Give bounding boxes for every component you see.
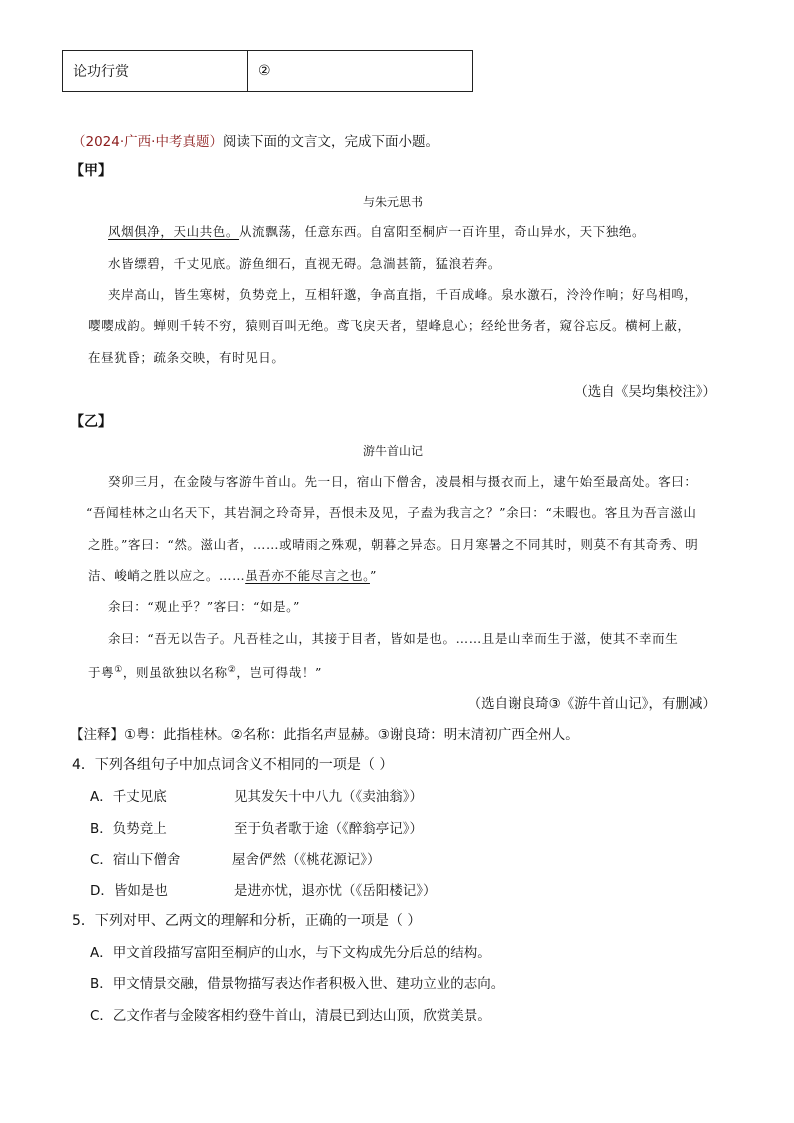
passage-title-yi: 游牛首山记 xyxy=(363,444,424,458)
question-4-stem: 4．下列各组句子中加点词含义不相同的一项是（ ） xyxy=(72,757,394,773)
yi-line-7-c: ，岂可得哉！” xyxy=(236,665,322,681)
q4-option-b-left: B．负势竞上 xyxy=(90,821,167,837)
underlined-sentence: 虽吾亦不能尽言之也。 xyxy=(245,568,370,583)
question-source xyxy=(72,130,439,150)
jia-line-3: 夹岸高山，皆生寒树，负势竞上，互相轩邈，争高直指，千百成峰。泉水激石，泠泠作响；好鸟相鸣， xyxy=(108,287,698,302)
yi-line-4-post: ” xyxy=(369,568,377,583)
jia-source: （选自《吴均集校注》） xyxy=(574,384,716,400)
yi-line-6: 余曰：“吾无以告子。凡吾桂之山，其接于目者，皆如是也。……且是山幸而生于滋，使其不幸而生 xyxy=(108,631,679,646)
q4-option-a-right: 见其发矢十中八九（《卖油翁》） xyxy=(234,789,423,805)
question-5-stem: 5．下列对甲、乙两文的理解和分析，正确的一项是（ ） xyxy=(72,913,422,929)
jia-line-2: 水皆缥碧，千丈见底。游鱼细石，直视无碍。急湍甚箭，猛浪若奔。 xyxy=(108,256,502,271)
yi-line-7-a: 于粤 xyxy=(88,665,115,681)
q5-option-c: C．乙文作者与金陵客相约登牛首山，清晨已到达山顶，欣赏美景。 xyxy=(90,1008,491,1024)
section-header-jia: 【甲】 xyxy=(70,163,112,179)
q4-option-c-left: C．宿山下僧舍 xyxy=(90,852,181,868)
q5-option-b: B．甲文情景交融，借景物描写表达作者积极入世、建功立业的志向。 xyxy=(90,976,505,992)
yi-line-7 xyxy=(88,660,322,683)
q4-option-b-right: 至于负者歌于途（《醉翁亭记》） xyxy=(234,821,423,837)
table-cell-answer: ② xyxy=(248,51,473,92)
section-header-yi: 【乙】 xyxy=(70,414,112,430)
yi-line-7-b: ，则虽欲独以名称 xyxy=(122,665,228,681)
yi-source: （选自谢良琦③《游牛首山记》，有删减） xyxy=(467,696,716,712)
annotation-notes: 【注释】①粤：此指桂林。②名称：此指名声显赫。③谢良琦：明末清初广西全州人。 xyxy=(70,727,579,743)
q4-option-a-left: A．千丈见底 xyxy=(90,789,167,805)
yi-line-2: “吾闻桂林之山名天下，其岩洞之玲奇异，吾恨未及见，子盍为我言之？”余曰：“未暇也。客且为吾言滋山 xyxy=(86,505,697,520)
jia-line-5: 在昼犹昏；疏条交映，有时见日。 xyxy=(88,350,285,365)
q5-option-a: A．甲文首段描写富阳至桐庐的山水，与下文构成先分后总的结构。 xyxy=(90,945,491,961)
jia-line-4: 嘤嘤成韵。蝉则千转不穷，猿则百叫无绝。鸢飞戾天者，望峰息心；经纶世务者，窥谷忘反。横柯上蔽， xyxy=(88,318,691,333)
jia-line-1 xyxy=(108,222,645,242)
q4-option-d-left: D．皆如是也 xyxy=(90,883,168,899)
underlined-sentence: 风烟俱净，天山共色。 xyxy=(108,224,240,239)
jia-line-1-rest: 从流飘荡，任意东西。自富阳至桐庐一百许里，奇山异水，天下独绝。 xyxy=(239,224,646,239)
table-cell-label: 论功行赏 xyxy=(63,51,248,92)
table-row xyxy=(63,51,473,92)
yi-line-4-pre: 洁、峻峭之胜以应之。…… xyxy=(88,568,246,583)
q4-option-c-right: 屋舍俨然（《桃花源记》） xyxy=(232,852,381,868)
footnote-marker-2: ② xyxy=(227,665,237,675)
answer-table xyxy=(62,50,473,92)
instruction-text: 阅读下面的文言文，完成下面小题。 xyxy=(222,134,439,150)
passage-title-jia: 与朱元思书 xyxy=(363,195,424,209)
yi-line-3: 之胜。”客曰：“然。滋山者，……或晴雨之殊观，朝暮之异态。日月寒暑之不同其时，则莫不有其奇秀、明 xyxy=(88,537,699,552)
exam-source-tag: （2024·广西·中考真题） xyxy=(72,134,223,150)
yi-line-5: 余曰：“观止乎？”客曰：“如是。” xyxy=(108,599,301,614)
yi-line-1: 癸卯三月，在金陵与客游牛首山。先一日，宿山下僧舍，凌晨相与摄衣而上，逮午始至最高处。客曰： xyxy=(108,474,698,489)
q4-option-d-right: 是进亦忧，退亦忧（《岳阳楼记》） xyxy=(234,883,437,899)
yi-line-4 xyxy=(88,566,377,586)
footnote-marker-1: ① xyxy=(114,665,123,675)
